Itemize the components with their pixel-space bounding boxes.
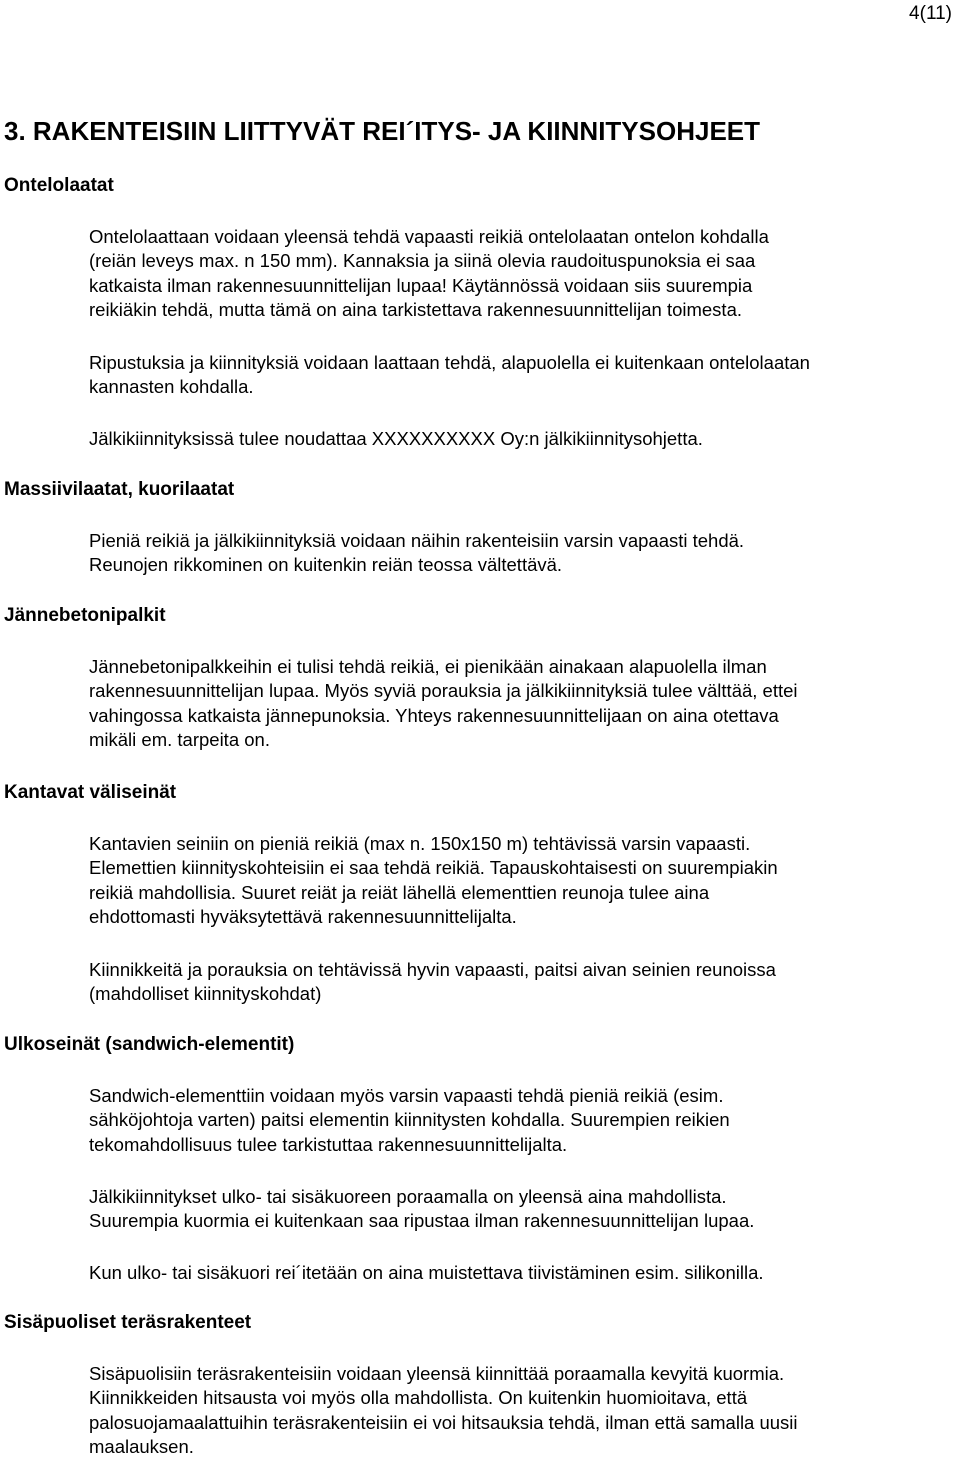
- page-number: 4(11): [909, 3, 952, 24]
- text-line: katkaista ilman rakennesuunnittelijan lupaa! Käytännössä voidaan siis suurempia: [89, 274, 753, 296]
- section-heading-ulkoseinat: Ulkoseinät (sandwich-elementit): [4, 1034, 295, 1055]
- text-line: reikiä mahdollisia. Suuret reiät ja reiät lähellä elementtien reunoja tulee aina: [89, 881, 710, 903]
- paragraph: [89, 1084, 955, 1157]
- paragraph: [89, 427, 955, 451]
- text-line: sähköjohtoja varten) paitsi elementin kiinnitysten kohdalla. Suurempien reikien: [89, 1109, 730, 1131]
- text-line: vahingossa katkaista jännepunoksia. Yhteys rakennesuunnittelijaan on aina otettava: [89, 704, 779, 726]
- section-heading-kantavat-valiseinat: Kantavat väliseinät: [4, 782, 177, 803]
- section-heading-sisapuoliset-terasrakenteet: Sisäpuoliset teräsrakenteet: [4, 1312, 252, 1333]
- text-line: reikiäkin tehdä, mutta tämä on aina tarkistettava rakennesuunnittelijan toimesta.: [89, 299, 743, 321]
- section-heading-jannebetonipalkit: Jännebetonipalkit: [4, 605, 166, 626]
- paragraph: [89, 225, 955, 323]
- paragraph: [89, 832, 955, 930]
- text-line: Ripustuksia ja kiinnityksiä voidaan laattaan tehdä, alapuolella ei kuitenkaan ontelolaatan: [89, 352, 810, 373]
- text-line: maalauksen.: [89, 1436, 194, 1458]
- paragraph: [89, 351, 955, 400]
- text-line: tekomahdollisuus tulee tarkistuttaa rakennesuunnittelijalta.: [89, 1133, 568, 1155]
- paragraph: [89, 958, 955, 1007]
- text-line: Sandwich-elementtiin voidaan myös varsin vapaasti tehdä pieniä reikiä (esim.: [89, 1085, 724, 1106]
- text-line: (mahdolliset kiinnityskohdat): [89, 983, 322, 1005]
- text-line: kannasten kohdalla.: [89, 376, 254, 398]
- paragraph: [89, 1185, 955, 1234]
- text-line: Sisäpuolisiin teräsrakenteisiin voidaan yleensä kiinnittää poraamalla kevyitä kuormia.: [89, 1363, 785, 1384]
- paragraph: [89, 655, 955, 753]
- text-line: Elemettien kiinnityskohteisiin ei saa tehdä reikiä. Tapauskohtaisesti on suurempiakin: [89, 857, 778, 879]
- text-line: Kiinnikkeitä ja porauksia on tehtävissä hyvin vapaasti, paitsi aivan seinien reunoissa: [89, 959, 776, 980]
- text-line: Ontelolaattaan voidaan yleensä tehdä vapaasti reikiä ontelolaatan ontelon kohdalla: [89, 226, 769, 247]
- paragraph: [89, 1261, 955, 1285]
- text-line: Jännebetonipalkkeihin ei tulisi tehdä reikiä, ei pienikään ainakaan alapuolella ilman: [89, 656, 767, 677]
- text-line: Suurempia kuormia ei kuitenkaan saa ripustaa ilman rakennesuunnittelijan lupaa.: [89, 1210, 755, 1232]
- section-heading-ontelolaatat: Ontelolaatat: [4, 175, 114, 196]
- text-line: Jälkikiinnityksissä tulee noudattaa XXXXXXXXXX Oy:n jälkikiinnitysohjetta.: [89, 428, 703, 449]
- text-line: Reunojen rikkominen on kuitenkin reiän teossa vältettävä.: [89, 554, 563, 576]
- text-line: Jälkikiinnitykset ulko- tai sisäkuoreen poraamalla on yleensä aina mahdollista.: [89, 1186, 727, 1207]
- paragraph: [89, 529, 955, 578]
- text-line: rakennesuunnittelijan lupaa. Myös syviä porauksia ja jälkikiinnityksiä tulee välttää, ettei: [89, 680, 798, 702]
- text-line: mikäli em. tarpeita on.: [89, 729, 270, 751]
- main-heading: 3. RAKENTEISIIN LIITTYVÄT REI´ITYS- JA KIINNITYSOHJEET: [4, 116, 761, 146]
- text-line: Kiinnikkeiden hitsausta voi myös olla mahdollista. On kuitenkin huomioitava, että: [89, 1387, 748, 1409]
- text-line: palosuojamaalattuihin teräsrakenteisiin ei voi hitsauksia tehdä, ilman että samalla uusii: [89, 1411, 798, 1433]
- text-line: Pieniä reikiä ja jälkikiinnityksiä voidaan näihin rakenteisiin varsin vapaasti tehdä.: [89, 530, 745, 551]
- paragraph: [89, 1362, 955, 1460]
- text-line: Kun ulko- tai sisäkuori rei´itetään on aina muistettava tiivistäminen esim. silikonilla.: [89, 1262, 764, 1283]
- text-line: (reiän leveys max. n 150 mm). Kannaksia ja siinä olevia raudoituspunoksia ei saa: [89, 250, 756, 272]
- text-line: ehdottomasti hyväksytettävä rakennesuunnittelijalta.: [89, 906, 517, 928]
- text-line: Kantavien seiniin on pieniä reikiä (max n. 150x150 m) tehtävissä varsin vapaasti.: [89, 833, 751, 854]
- section-heading-massiivilaatat: Massiivilaatat, kuorilaatat: [4, 479, 235, 500]
